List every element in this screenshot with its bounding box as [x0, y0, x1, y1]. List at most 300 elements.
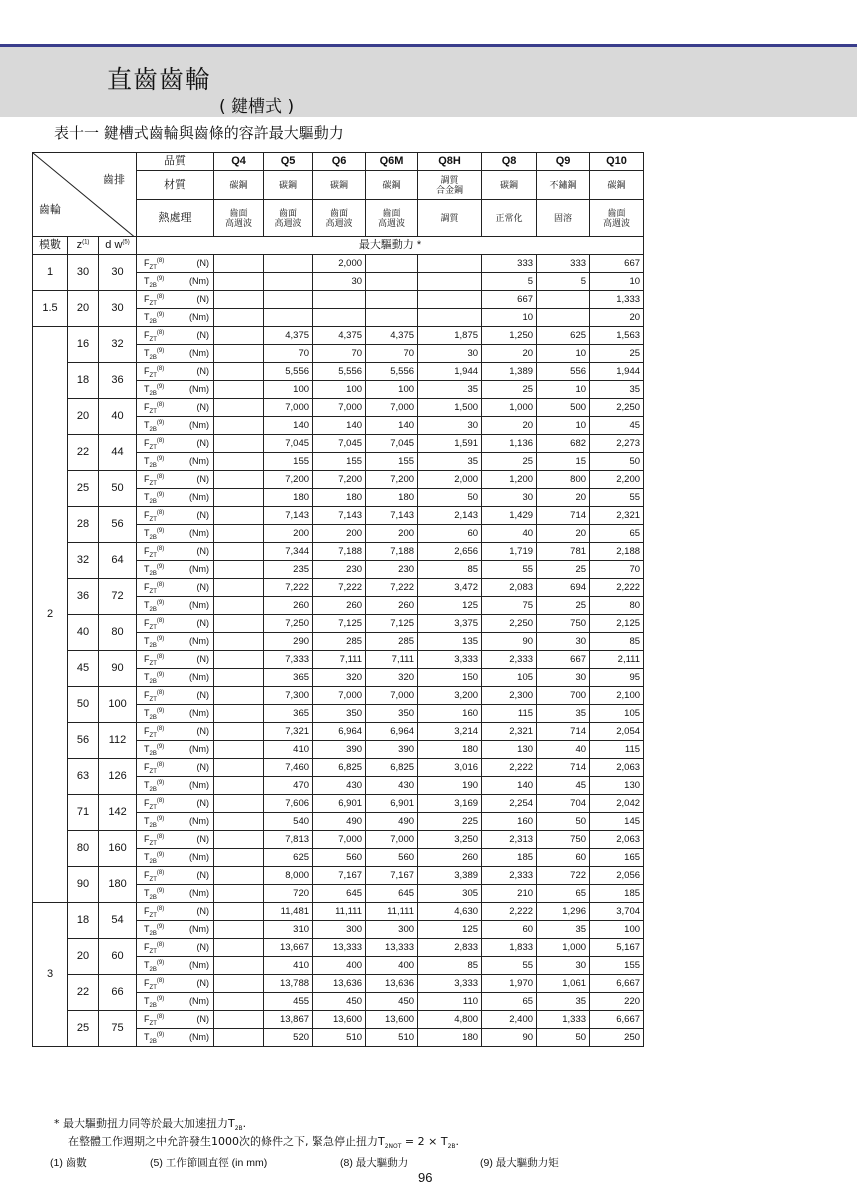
- f-sub: ZT: [149, 876, 157, 883]
- torque-value: [366, 309, 418, 327]
- teeth-cell: 20: [68, 291, 99, 327]
- force-value: 7,200: [264, 471, 313, 489]
- t-unit: (Nm): [189, 384, 210, 394]
- torque-value: 410: [264, 957, 313, 975]
- f-sub: ZT: [149, 408, 157, 415]
- torque-value: 350: [366, 705, 418, 723]
- t-unit: (Nm): [189, 564, 210, 574]
- force-value: [214, 327, 264, 345]
- force-value: [214, 831, 264, 849]
- torque-value: 20: [482, 345, 537, 363]
- pitch-diameter-cell: 100: [99, 687, 137, 723]
- label-quality: 品質: [137, 153, 214, 171]
- force-row: [33, 507, 644, 525]
- f-sym: F: [144, 690, 150, 700]
- pitch-diameter-cell: 64: [99, 543, 137, 579]
- f-label: [137, 255, 214, 273]
- t-unit: (Nm): [189, 636, 210, 646]
- module-cell: 2: [33, 327, 68, 903]
- t-sub: 2B: [149, 1038, 157, 1045]
- pitch-diameter-cell: 50: [99, 471, 137, 507]
- torque-value: [366, 273, 418, 291]
- force-value: 13,600: [313, 1011, 366, 1029]
- f-label: [137, 507, 214, 525]
- t-unit: (Nm): [189, 276, 210, 286]
- force-row: [33, 975, 644, 993]
- force-row: [33, 1011, 644, 1029]
- torque-value: 60: [537, 849, 590, 867]
- f-sup: (8): [156, 366, 165, 372]
- torque-value: 30: [537, 957, 590, 975]
- torque-value: 510: [366, 1029, 418, 1047]
- t-sup: (9): [156, 600, 165, 606]
- pitch-diameter-cell: 54: [99, 903, 137, 939]
- force-value: 2,200: [590, 471, 644, 489]
- force-value: 7,000: [366, 687, 418, 705]
- torque-value: [214, 309, 264, 327]
- t-sub: 2B: [149, 318, 157, 325]
- torque-value: 70: [313, 345, 366, 363]
- force-value: 667: [590, 255, 644, 273]
- torque-value: 260: [313, 597, 366, 615]
- torque-value: 5: [537, 273, 590, 291]
- torque-value: 140: [313, 417, 366, 435]
- t-unit: (Nm): [189, 672, 210, 682]
- grade-q8: Q8: [482, 153, 537, 171]
- t-sym: T: [144, 492, 150, 502]
- f-sym: F: [144, 402, 150, 412]
- torque-value: 15: [537, 453, 590, 471]
- force-value: 13,333: [313, 939, 366, 957]
- force-row: [33, 867, 644, 885]
- torque-value: 30: [482, 489, 537, 507]
- force-value: 1,000: [537, 939, 590, 957]
- torque-value: 115: [482, 705, 537, 723]
- teeth-cell: 80: [68, 831, 99, 867]
- t-sub: 2B: [149, 966, 157, 973]
- torque-value: 65: [537, 885, 590, 903]
- force-value: 7,250: [264, 615, 313, 633]
- f-label: [137, 903, 214, 921]
- torque-value: [214, 705, 264, 723]
- t-unit: (Nm): [189, 780, 210, 790]
- torque-value: [214, 957, 264, 975]
- torque-value: 95: [590, 669, 644, 687]
- f-sup: (8): [156, 654, 165, 660]
- torque-value: 185: [590, 885, 644, 903]
- f-sym: F: [144, 942, 150, 952]
- force-value: 1,944: [590, 363, 644, 381]
- t-sup: (9): [156, 996, 165, 1002]
- force-row: [33, 291, 644, 309]
- force-value: 13,636: [313, 975, 366, 993]
- torque-value: 230: [313, 561, 366, 579]
- force-value: 7,000: [366, 831, 418, 849]
- force-value: 500: [537, 399, 590, 417]
- teeth-cell: 22: [68, 975, 99, 1011]
- force-value: 556: [537, 363, 590, 381]
- f-unit: (N): [196, 582, 210, 592]
- force-row: [33, 687, 644, 705]
- teeth-cell: 20: [68, 399, 99, 435]
- torque-value: [214, 417, 264, 435]
- torque-value: 540: [264, 813, 313, 831]
- force-row: [33, 723, 644, 741]
- t-unit: (Nm): [189, 1032, 210, 1042]
- torque-value: 260: [366, 597, 418, 615]
- force-value: 2,313: [482, 831, 537, 849]
- torque-value: [214, 273, 264, 291]
- t-sym: T: [144, 348, 150, 358]
- note-max-torque: [54, 1115, 246, 1131]
- t-sym: T: [144, 708, 150, 718]
- force-value: 682: [537, 435, 590, 453]
- force-value: 2,300: [482, 687, 537, 705]
- t-sub: 2B: [149, 1002, 157, 1009]
- teeth-cell: 71: [68, 795, 99, 831]
- force-value: 7,188: [366, 543, 418, 561]
- torque-value: 65: [590, 525, 644, 543]
- torque-value: 365: [264, 705, 313, 723]
- module-cell: 1.5: [33, 291, 68, 327]
- force-value: 7,045: [366, 435, 418, 453]
- torque-value: 250: [590, 1029, 644, 1047]
- f-sup: (8): [156, 906, 165, 912]
- force-value: 1,500: [418, 399, 482, 417]
- force-value: 2,083: [482, 579, 537, 597]
- torque-value: 115: [590, 741, 644, 759]
- torque-value: 235: [264, 561, 313, 579]
- f-unit: (N): [196, 510, 210, 520]
- torque-value: [264, 309, 313, 327]
- torque-value: 105: [590, 705, 644, 723]
- grade-q6: Q6: [313, 153, 366, 171]
- torque-value: 85: [418, 957, 482, 975]
- force-value: 7,200: [366, 471, 418, 489]
- teeth-cell: 20: [68, 939, 99, 975]
- torque-value: 60: [482, 921, 537, 939]
- force-value: 2,400: [482, 1011, 537, 1029]
- t-unit: (Nm): [189, 852, 210, 862]
- f-sym: F: [144, 1014, 150, 1024]
- force-value: 13,636: [366, 975, 418, 993]
- f-unit: (N): [196, 798, 210, 808]
- force-value: 7,143: [366, 507, 418, 525]
- pitch-diameter-cell: 40: [99, 399, 137, 435]
- torque-value: 260: [418, 849, 482, 867]
- t-sup: (9): [156, 1032, 165, 1038]
- torque-value: 160: [418, 705, 482, 723]
- force-value: 7,460: [264, 759, 313, 777]
- pitch-diameter-cell: 72: [99, 579, 137, 615]
- torque-value: 455: [264, 993, 313, 1011]
- col-dw-text: d w: [105, 239, 123, 251]
- note-line1-text: * 最大驅動扭力同等於最大加速扭力T: [54, 1117, 235, 1130]
- note-line2-sub: 2NOT: [384, 1143, 402, 1151]
- f-unit: (N): [196, 330, 210, 340]
- t-sup: (9): [156, 420, 165, 426]
- pitch-diameter-cell: 60: [99, 939, 137, 975]
- force-value: [214, 507, 264, 525]
- teeth-cell: 45: [68, 651, 99, 687]
- material-1: 碳鋼: [264, 171, 313, 200]
- force-value: 3,333: [418, 651, 482, 669]
- f-sub: ZT: [149, 372, 157, 379]
- f-sub: ZT: [149, 1020, 157, 1027]
- treatment-0: 齒面 高週波: [214, 200, 264, 237]
- pitch-diameter-cell: 126: [99, 759, 137, 795]
- grade-q10: Q10: [590, 153, 644, 171]
- force-value: 3,472: [418, 579, 482, 597]
- t-sup: (9): [156, 744, 165, 750]
- force-value: 7,606: [264, 795, 313, 813]
- max-drive-force-header: 最大驅動力 *: [137, 237, 644, 255]
- torque-value: 10: [537, 417, 590, 435]
- t-unit: (Nm): [189, 744, 210, 754]
- teeth-cell: 56: [68, 723, 99, 759]
- pitch-diameter-cell: 56: [99, 507, 137, 543]
- t-sub: 2B: [149, 426, 157, 433]
- force-value: 7,167: [313, 867, 366, 885]
- f-sup: (8): [156, 726, 165, 732]
- f-sup: (8): [156, 474, 165, 480]
- torque-value: [214, 993, 264, 1011]
- torque-value: 290: [264, 633, 313, 651]
- note-line1-sub: 2B: [234, 1125, 243, 1133]
- f-label: [137, 291, 214, 309]
- f-sup: (8): [156, 762, 165, 768]
- force-value: 4,375: [366, 327, 418, 345]
- force-value: 714: [537, 759, 590, 777]
- pitch-diameter-cell: 90: [99, 651, 137, 687]
- t-label: [137, 705, 214, 723]
- force-value: 4,375: [264, 327, 313, 345]
- t-label: [137, 777, 214, 795]
- f-sub: ZT: [149, 588, 157, 595]
- torque-value: 100: [264, 381, 313, 399]
- force-value: 667: [482, 291, 537, 309]
- f-label: [137, 939, 214, 957]
- torque-value: 25: [537, 597, 590, 615]
- f-sub: ZT: [149, 264, 157, 271]
- force-row: [33, 795, 644, 813]
- force-row: [33, 759, 644, 777]
- torque-value: 70: [366, 345, 418, 363]
- t-label: [137, 885, 214, 903]
- grade-q4: Q4: [214, 153, 264, 171]
- force-value: 7,045: [264, 435, 313, 453]
- force-value: [418, 255, 482, 273]
- teeth-cell: 25: [68, 471, 99, 507]
- t-label: [137, 345, 214, 363]
- f-sup: (8): [156, 942, 165, 948]
- force-value: 6,964: [366, 723, 418, 741]
- force-value: 7,167: [366, 867, 418, 885]
- t-sub: 2B: [149, 534, 157, 541]
- torque-value: 180: [366, 489, 418, 507]
- torque-value: [214, 561, 264, 579]
- t-sym: T: [144, 672, 150, 682]
- pitch-diameter-cell: 112: [99, 723, 137, 759]
- force-value: 2,125: [590, 615, 644, 633]
- t-sym: T: [144, 276, 150, 286]
- torque-value: 100: [590, 921, 644, 939]
- t-sub: 2B: [149, 930, 157, 937]
- force-value: 7,143: [264, 507, 313, 525]
- torque-value: 720: [264, 885, 313, 903]
- note-line2-text: 在整體工作週期之中允許發生1000次的條件之下, 緊急停止扭力T: [68, 1135, 385, 1148]
- force-value: 2,000: [313, 255, 366, 273]
- t-sub: 2B: [149, 354, 157, 361]
- force-row: [33, 435, 644, 453]
- t-sup: (9): [156, 636, 165, 642]
- material-6: 不鏽鋼: [537, 171, 590, 200]
- t-label: [137, 669, 214, 687]
- pitch-diameter-cell: 44: [99, 435, 137, 471]
- torque-value: [214, 1029, 264, 1047]
- f-unit: (N): [196, 834, 210, 844]
- torque-value: 30: [313, 273, 366, 291]
- force-value: 3,375: [418, 615, 482, 633]
- f-sym: F: [144, 438, 150, 448]
- torque-value: [214, 633, 264, 651]
- f-sym: F: [144, 330, 150, 340]
- force-value: 2,143: [418, 507, 482, 525]
- force-value: 333: [482, 255, 537, 273]
- force-value: 3,214: [418, 723, 482, 741]
- force-value: 2,273: [590, 435, 644, 453]
- f-sub: ZT: [149, 480, 157, 487]
- t-sym: T: [144, 528, 150, 538]
- force-row: [33, 255, 644, 273]
- t-label: [137, 453, 214, 471]
- force-value: [214, 399, 264, 417]
- t-sub: 2B: [149, 714, 157, 721]
- material-4: 調質 合金鋼: [418, 171, 482, 200]
- force-value: 2,063: [590, 831, 644, 849]
- force-value: 13,600: [366, 1011, 418, 1029]
- header-row-columns: [33, 237, 644, 255]
- torque-value: 80: [590, 597, 644, 615]
- t-unit: (Nm): [189, 924, 210, 934]
- torque-value: 85: [590, 633, 644, 651]
- torque-value: 165: [590, 849, 644, 867]
- force-value: 4,800: [418, 1011, 482, 1029]
- f-sym: F: [144, 762, 150, 772]
- force-value: 1,970: [482, 975, 537, 993]
- force-value: 7,222: [313, 579, 366, 597]
- col-z: [68, 237, 99, 255]
- label-material: 材質: [137, 171, 214, 200]
- f-sym: F: [144, 618, 150, 628]
- torque-value: 30: [418, 417, 482, 435]
- force-value: 3,016: [418, 759, 482, 777]
- f-unit: (N): [196, 438, 210, 448]
- t-label: [137, 813, 214, 831]
- t-label: [137, 561, 214, 579]
- f-unit: (N): [196, 402, 210, 412]
- force-value: 722: [537, 867, 590, 885]
- t-sub: 2B: [149, 570, 157, 577]
- torque-value: 200: [366, 525, 418, 543]
- force-value: 1,833: [482, 939, 537, 957]
- f-sym: F: [144, 906, 150, 916]
- t-sym: T: [144, 384, 150, 394]
- header-corner: [33, 153, 137, 237]
- pitch-diameter-cell: 30: [99, 291, 137, 327]
- torque-value: 285: [366, 633, 418, 651]
- t-sub: 2B: [149, 786, 157, 793]
- f-sub: ZT: [149, 516, 157, 523]
- teeth-cell: 28: [68, 507, 99, 543]
- f-label: [137, 687, 214, 705]
- treatment-6: 固溶: [537, 200, 590, 237]
- f-label: [137, 579, 214, 597]
- force-row: [33, 579, 644, 597]
- force-value: 7,000: [313, 399, 366, 417]
- torque-value: 35: [537, 705, 590, 723]
- footnote-max-torque: (9) 最大驅動力矩: [480, 1157, 559, 1169]
- note-emergency-stop: [68, 1133, 459, 1149]
- force-value: 2,056: [590, 867, 644, 885]
- f-sub: ZT: [149, 444, 157, 451]
- force-value: 2,222: [590, 579, 644, 597]
- force-value: 2,321: [482, 723, 537, 741]
- f-sup: (8): [156, 258, 165, 264]
- torque-value: 100: [313, 381, 366, 399]
- t-sup: (9): [156, 924, 165, 930]
- f-sub: ZT: [149, 948, 157, 955]
- force-value: 7,125: [313, 615, 366, 633]
- f-sup: (8): [156, 1014, 165, 1020]
- t-sup: (9): [156, 276, 165, 282]
- f-label: [137, 795, 214, 813]
- torque-value: 90: [482, 633, 537, 651]
- t-sym: T: [144, 420, 150, 430]
- teeth-cell: 63: [68, 759, 99, 795]
- module-cell: 1: [33, 255, 68, 291]
- f-sub: ZT: [149, 624, 157, 631]
- force-value: 11,111: [366, 903, 418, 921]
- t-sup: (9): [156, 492, 165, 498]
- force-row: [33, 471, 644, 489]
- t-sup: (9): [156, 672, 165, 678]
- force-value: [214, 687, 264, 705]
- torque-value: [418, 273, 482, 291]
- force-value: 3,704: [590, 903, 644, 921]
- t-unit: (Nm): [189, 456, 210, 466]
- f-label: [137, 759, 214, 777]
- torque-value: 85: [418, 561, 482, 579]
- t-label: [137, 957, 214, 975]
- t-sup: (9): [156, 816, 165, 822]
- t-sym: T: [144, 564, 150, 574]
- force-value: 2,833: [418, 939, 482, 957]
- t-label: [137, 525, 214, 543]
- f-sym: F: [144, 294, 150, 304]
- force-value: 7,222: [366, 579, 418, 597]
- t-label: [137, 921, 214, 939]
- t-label: [137, 381, 214, 399]
- force-value: 2,222: [482, 759, 537, 777]
- teeth-cell: 50: [68, 687, 99, 723]
- torque-value: 20: [537, 525, 590, 543]
- torque-value: 155: [264, 453, 313, 471]
- torque-value: 20: [537, 489, 590, 507]
- force-value: 13,667: [264, 939, 313, 957]
- force-value: 7,111: [313, 651, 366, 669]
- torque-value: 190: [418, 777, 482, 795]
